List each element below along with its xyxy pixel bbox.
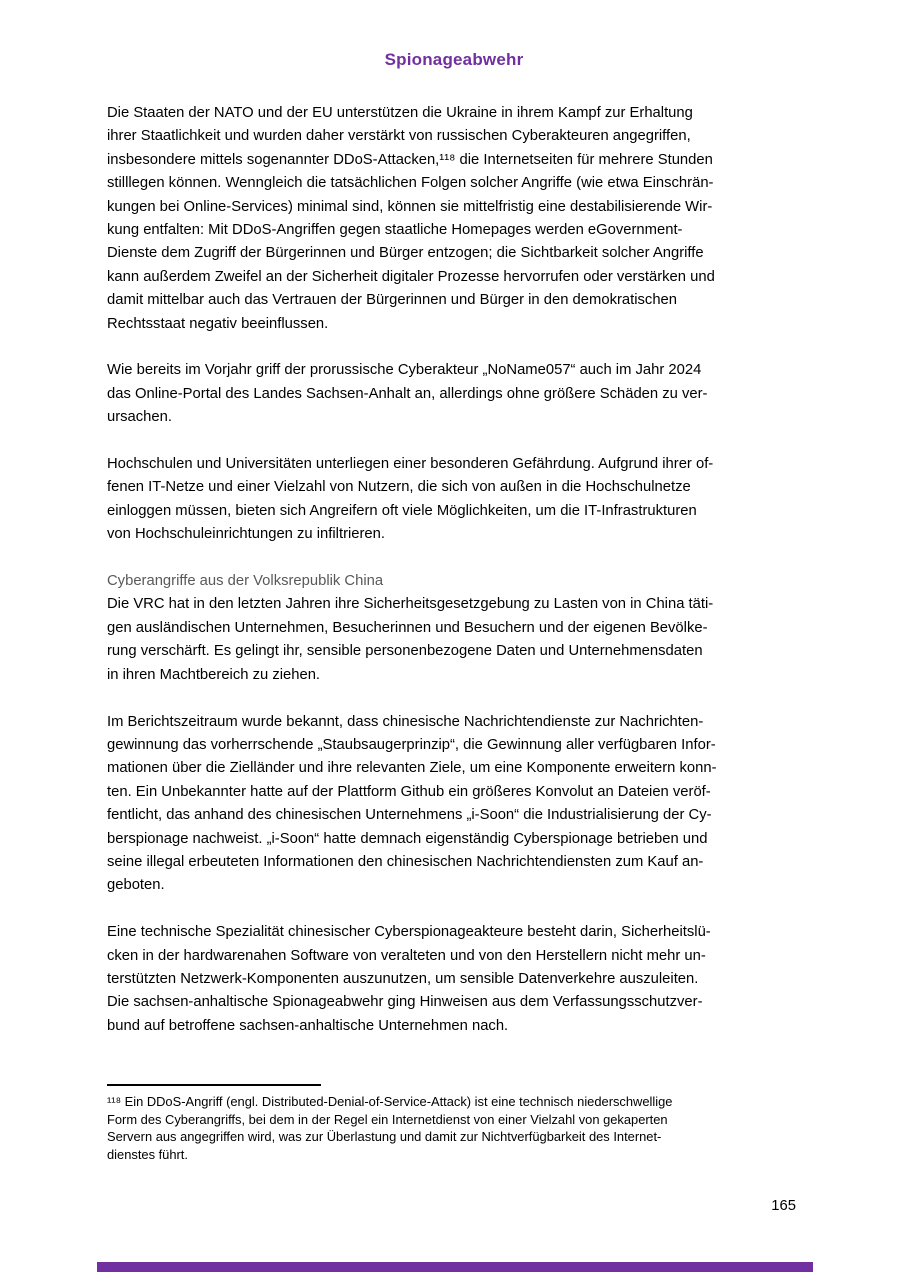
text-line: kung entfalten: Mit DDoS-Angriffen gegen staatliche Homepages werden eGovernment- [107,222,683,239]
text-line: Rechtsstaat negativ beeinflussen. [107,315,329,332]
paragraph [107,102,801,336]
text-line: in ihren Machtbereich zu ziehen. [107,666,321,683]
text-line: gen ausländischen Unternehmen, Besucherinnen und Besuchern und der eigenen Bevölke- [107,619,708,636]
paragraph [107,593,801,687]
text-line: Wie bereits im Vorjahr griff der prorussische Cyberakteur „NoName057“ auch im Jahr 2024 [107,362,702,379]
footnote-text [107,1093,801,1163]
text-line: Dienste dem Zugriff der Bürgerinnen und Bürger entzogen; die Sichtbarkeit solcher Angriffe [107,245,704,262]
text-line: geboten. [107,877,165,894]
text-line: seine illegal erbeuteten Informationen den chinesischen Nachrichtendiensten zum Kauf an- [107,853,704,870]
text-line: terstützten Netzwerk-Komponenten auszunutzen, um sensible Datenverkehre auszuleiten. [107,970,699,987]
text-line: kungen bei Online-Services) minimal sind, können sie mittelfristig eine destabilisierende Wir- [107,198,713,215]
page-content [107,50,801,1062]
paragraph [107,453,801,547]
text-line: kann außerdem Zweifel an der Sicherheit digitaler Prozesse hervorrufen oder verstärken und [107,268,715,285]
text-line: Im Berichtszeitraum wurde bekannt, dass chinesische Nachrichtendienste zur Nachrichten- [107,713,704,730]
text-line: Die VRC hat in den letzten Jahren ihre Sicherheitsgesetzgebung zu Lasten von in China täti- [107,596,714,613]
text-line: einloggen müssen, bieten sich Angreifern oft viele Möglichkeiten, um die IT-Infrastrukturen [107,502,697,519]
text-line: damit mittelbar auch das Vertrauen der Bürgerinnen und Bürger in den demokratischen [107,292,678,309]
footnote-area [107,1084,801,1163]
paragraph [107,359,801,429]
text-line: Hochschulen und Universitäten unterliegen einer besonderen Gefährdung. Aufgrund ihrer of- [107,456,714,473]
text-line: Die Staaten der NATO und der EU unterstützen die Ukraine in ihrem Kampf zur Erhaltung [107,105,693,121]
page-title: Spionageabwehr [384,50,524,69]
text-line: bund auf betroffene sachsen-anhaltische Unternehmen nach. [107,1017,509,1034]
text-line: ¹¹⁸ Ein DDoS-Angriff (engl. Distributed-Denial-of-Service-Attack) ist eine technisch niederschwellige [107,1094,673,1109]
text-line: Die sachsen-anhaltische Spionageabwehr ging Hinweisen aus dem Verfassungsschutzver- [107,994,703,1011]
text-line: rung verschärft. Es gelingt ihr, sensible personenbezogene Daten und Unternehmensdaten [107,643,703,660]
text-line: gewinnung das vorherrschende „Staubsaugerprinzip“, die Gewinnung aller verfügbaren Infor- [107,736,716,753]
text-line: stilllegen können. Wenngleich die tatsächlichen Folgen solcher Angriffe (wie etwa Einschrän- [107,175,714,192]
text-line: Form des Cyberangriffs, bei dem in der Regel ein Internetdienst von einer Vielzahl von gekaperten [107,1111,668,1127]
text-line: ihrer Staatlichkeit und wurden daher verstärkt von russischen Cyberakteuren angegriffen, [107,128,691,145]
paragraph [107,711,801,898]
text-line: fentlicht, das anhand des chinesischen Unternehmens „i-Soon“ die Industrialisierung der Cy- [107,807,712,824]
text-line: ursachen. [107,409,172,426]
text-line: Servern aus angegriffen wird, was zur Überlastung und damit zur Nichtverfügbarkeit des Internet- [107,1129,662,1145]
text-line: insbesondere mittels sogenannter DDoS-Attacken,¹¹⁸ die Internetseiten für mehrere Stunden [107,151,713,168]
text-line: dienstes führt. [107,1146,188,1162]
text-line: berspionage nachweist. „i-Soon“ hatte demnach eigenständig Cyberspionage betrieben und [107,830,708,847]
paragraph [107,921,801,1038]
text-line: ten. Ein Unbekannter hatte auf der Plattform Github ein größeres Konvolut an Dateien veröf- [107,783,711,800]
text-line: mationen über die Zielländer und ihre relevanten Ziele, um eine Komponente erweitern konn- [107,760,717,777]
text-line: fenen IT-Netze und einer Vielzahl von Nutzern, die sich von außen in die Hochschulnetze [107,479,691,496]
text-line: cken in der hardwarenahen Software von veralteten und von den Herstellern nicht mehr un- [107,947,706,964]
bottom-accent-bar [97,1262,813,1272]
body-blocks [107,102,801,1038]
text-line: von Hochschuleinrichtungen zu infiltrieren. [107,526,386,543]
page-number: 165 [771,1198,796,1214]
footnote-separator [107,1084,321,1086]
text-line: das Online-Portal des Landes Sachsen-Anhalt an, allerdings ohne größere Schäden zu ver- [107,385,708,402]
text-line: Eine technische Spezialität chinesischer Cyberspionageakteure besteht darin, Sicherheitslü- [107,924,711,941]
section-heading: Cyberangriffe aus der Volksrepublik China [107,573,384,590]
